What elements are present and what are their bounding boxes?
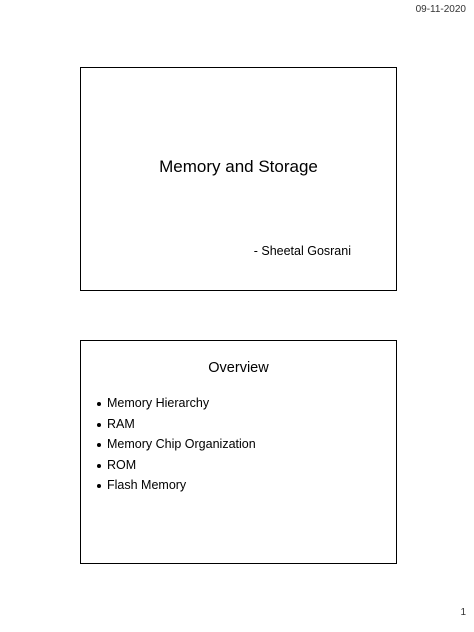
- bullet-icon: [97, 402, 101, 406]
- list-item: [97, 393, 256, 414]
- bullet-icon: [97, 423, 101, 427]
- page-date: 09-11-2020: [415, 4, 466, 15]
- bullet-text: RAM: [107, 416, 135, 431]
- overview-bullet-list: [97, 393, 256, 496]
- list-item: [97, 414, 256, 435]
- bullet-text: Flash Memory: [107, 478, 187, 493]
- list-item: [97, 434, 256, 455]
- slide-overview: [80, 340, 397, 564]
- slide-title-card: [80, 67, 397, 291]
- page-number: 1: [460, 607, 466, 618]
- list-item: [97, 455, 256, 476]
- slide-title: Memory and Storage: [159, 157, 318, 176]
- slide-author: - Sheetal Gosrani: [253, 244, 351, 258]
- overview-title: Overview: [208, 360, 269, 376]
- bullet-icon: [97, 443, 101, 447]
- bullet-text: Memory Chip Organization: [107, 437, 256, 452]
- bullet-icon: [97, 484, 101, 488]
- bullet-icon: [97, 464, 101, 468]
- list-item: [97, 475, 256, 496]
- bullet-text: Memory Hierarchy: [107, 396, 210, 411]
- bullet-text: ROM: [107, 457, 137, 472]
